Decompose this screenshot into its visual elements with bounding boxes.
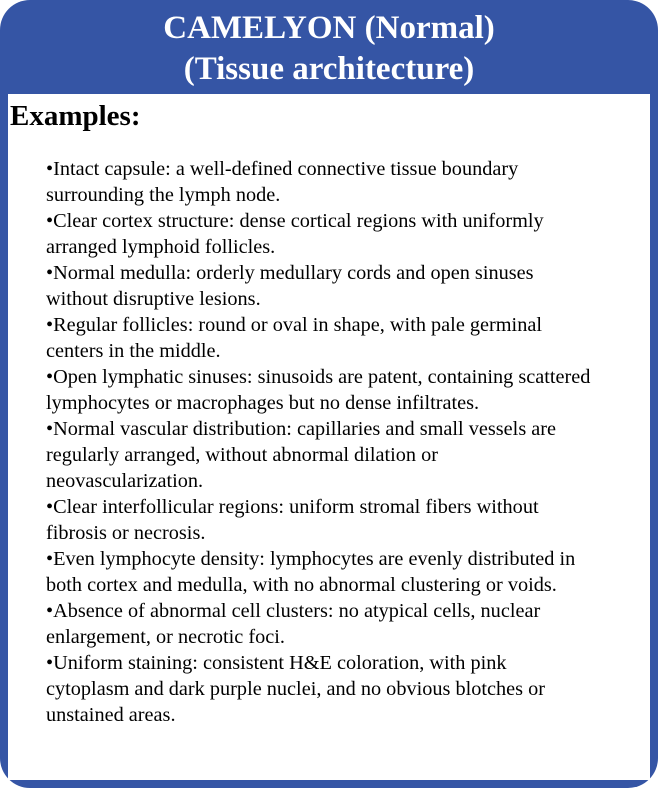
bullet-item: •Uniform staining: consistent H&E coloration, with pink cytoplasm and dark purple nuclei, and no obvious blotches or unstained areas.: [46, 652, 546, 726]
bullet-list: [46, 156, 646, 728]
bullet-item: •Normal medulla: orderly medullary cords and open sinuses without disruptive lesions.: [46, 262, 534, 310]
bullet-item: •Intact capsule: a well-defined connective tissue boundary surrounding the lymph node.: [46, 158, 519, 206]
bullet-item: •Clear cortex structure: dense cortical regions with uniformly arranged lymphoid follicles.: [46, 210, 544, 258]
title-line-2: (Tissue architecture): [183, 51, 475, 87]
bullet-item: •Regular follicles: round or oval in shape, with pale germinal centers in the middle.: [46, 314, 542, 362]
bullet-item: •Normal vascular distribution: capillaries and small vessels are regularly arranged, without abnormal dilation or neovascularization.: [46, 418, 557, 492]
bullet-item: •Even lymphocyte density: lymphocytes are evenly distributed in both cortex and medulla, with no abnormal clustering or voids.: [46, 548, 576, 596]
card-content: [8, 94, 650, 780]
bullet-item: •Clear interfollicular regions: uniform stromal fibers without fibrosis or necrosis.: [46, 496, 539, 544]
examples-heading: Examples:: [10, 100, 141, 132]
title-line-1: CAMELYON (Normal): [163, 10, 495, 46]
bullet-item: •Open lymphatic sinuses: sinusoids are patent, containing scattered lymphocytes or macrophages but no dense infiltrates.: [46, 366, 591, 414]
card-header: [8, 0, 650, 94]
bullet-item: •Absence of abnormal cell clusters: no atypical cells, nuclear enlargement, or necrotic foci.: [46, 600, 541, 648]
